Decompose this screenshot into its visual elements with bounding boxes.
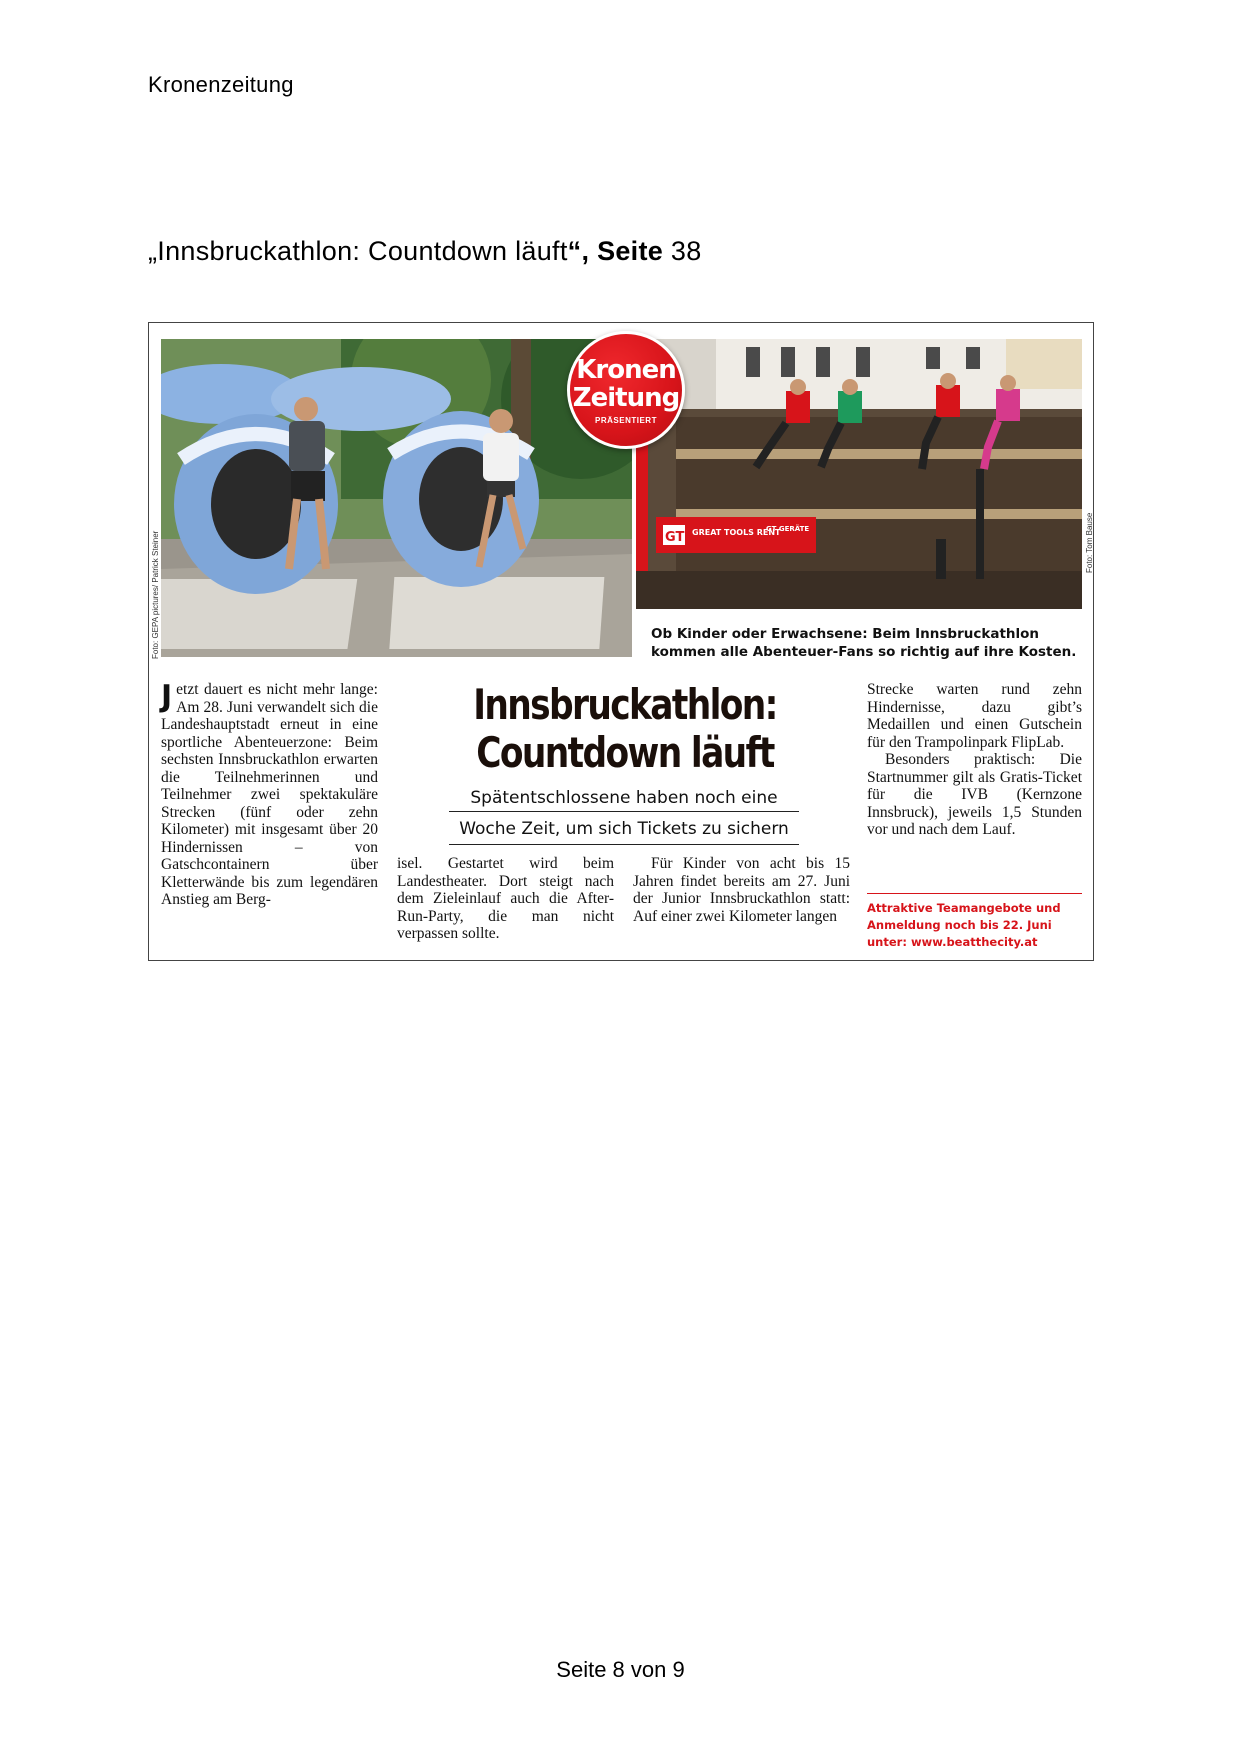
column-4-para-1: Strecke warten rund zehn Hindernisse, dazu gibt’s Medaillen und einen Gutschein für den Trampolinpark FlipLab.	[867, 681, 1082, 751]
photo-inflatable-run	[161, 339, 632, 657]
article-column-2: isel. Gestartet wird beim Landestheater. Dort steigt nach dem Zieleinlauf auch die After-Run-Party, die man nicht verpassen sollte.	[397, 855, 614, 942]
banner-text-gt: GT	[665, 530, 685, 545]
column-4-para-2: Besonders praktisch: Die Startnummer gilt als Gratis-Ticket für die IVB (Kernzone Innsbruck), jeweils 1,5 Stunden vor und nach dem Lauf.	[867, 751, 1082, 838]
article-column-1	[161, 681, 378, 909]
photo-caption: Ob Kinder oder Erwachsene: Beim Innsbruckathlon kommen alle Abenteuer-Fans so richtig auf ihre Kosten.	[651, 626, 1077, 660]
headline	[438, 681, 812, 777]
photo-credit-left: Foto: GEPA pictures/ Patrick Steiner	[151, 530, 160, 659]
headline-line2: Countdown läuft	[476, 728, 774, 777]
badge-line1: Kronen	[576, 355, 676, 385]
kronen-zeitung-badge	[567, 331, 685, 449]
subhead-rule-bottom	[449, 844, 799, 845]
subhead-line1: Spätentschlossene haben noch eine	[470, 788, 778, 808]
article-column-3	[633, 855, 850, 925]
newspaper-clipping	[148, 322, 1094, 961]
page-label: Seite	[597, 236, 664, 266]
banner-text-geraete: GT GERÄTE	[766, 525, 810, 533]
promo-box: Attraktive Teamangebote und Anmeldung noch bis 22. Juni unter: www.beatthecity.at	[867, 893, 1082, 951]
page-footer: Seite 8 von 9	[556, 1657, 685, 1682]
column-3-text: Für Kinder von acht bis 15 Jahren findet bereits am 27. Juni der Junior Innsbruckathlon statt: Auf einer zwei Kilometer langen	[633, 855, 850, 925]
quote-close: “,	[567, 236, 598, 266]
page-number: 38	[670, 236, 702, 266]
quote-open: „	[148, 236, 158, 266]
article-column-4	[867, 681, 1082, 839]
photo-credit-right: Foto: Tom Bause	[1085, 512, 1094, 573]
banner-text-tools: GREAT TOOLS RENT	[692, 528, 781, 537]
badge-line2: Zeitung	[572, 383, 680, 413]
column-1-text: etzt dauert es nicht mehr lange: Am 28. Juni verwandelt sich die Landeshauptstadt erneut in eine sportliche Abenteuerzone: Beim sechsten Innsbruckathlon erwarten die Teilnehmerinnen und Teilnehmer zwei spektakuläre Strecken (fünf oder zehn Kilometer) mit insgesamt über 20 Hindernissen – von Gatschcontainern über Kletterwände bis zum legendären Anstieg am Berg-	[161, 681, 378, 908]
article-reference	[148, 236, 702, 267]
article-title: Innsbruckathlon: Countdown läuft	[157, 236, 568, 266]
drop-cap: J	[161, 679, 173, 714]
publication-name: Kronenzeitung	[148, 72, 294, 97]
photo-climbing-wall	[636, 339, 1082, 609]
headline-line1: Innsbruckathlon:	[473, 680, 777, 729]
badge-line3: PRÄSENTIERT	[595, 416, 657, 425]
subhead-line2: Woche Zeit, um sich Tickets zu sichern	[459, 819, 789, 839]
